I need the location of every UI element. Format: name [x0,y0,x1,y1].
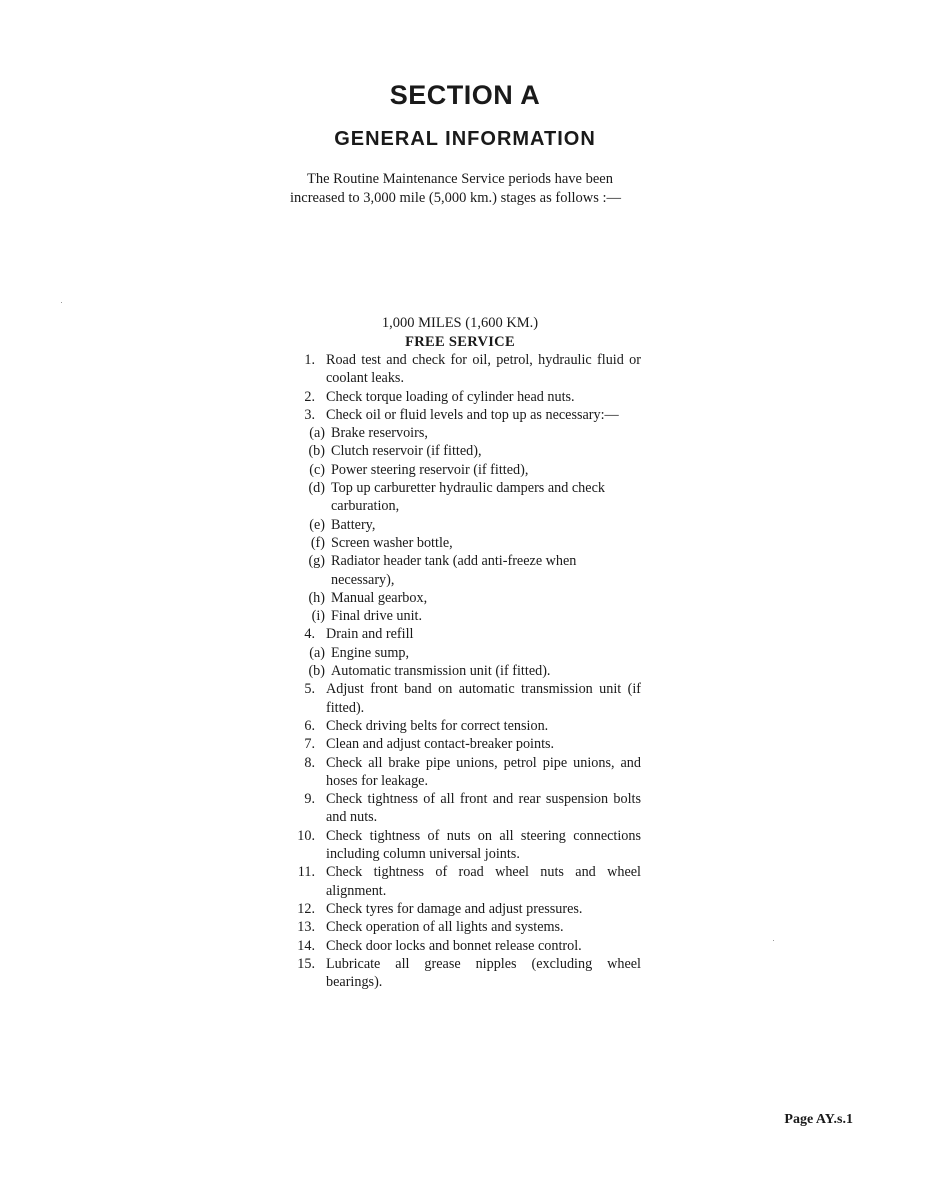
item-number: 2. [304,388,315,405]
item-number: 15. [297,955,315,972]
service-name: FREE SERVICE [405,333,515,350]
item-text: Check tightness of all front and rear suspension bolts and nuts. [326,791,641,826]
checklist-item [285,388,645,406]
checklist-item [285,918,645,936]
sub-item-letter: (f) [310,534,325,551]
sub-item-text: Automatic transmission unit (if fitted). [331,663,551,680]
item-text: Adjust front band on automatic transmission unit (if fitted). [326,681,641,716]
item-number: 11. [297,864,315,881]
item-text: Check tightness of road wheel nuts and wheel alignment. [326,864,641,899]
sub-item-letter: (g) [308,553,325,570]
item-text: Lubricate all grease nipples (excluding wheel bearings). [326,955,641,991]
section-subtitle: GENERAL INFORMATION [334,128,596,150]
section-title: SECTION A [389,80,541,110]
checklist-item [285,937,645,955]
checklist-item [285,827,645,864]
sub-item-text: Clutch reservoir (if fitted), [331,443,482,460]
service-checklist [285,351,645,991]
item-number: 9. [304,791,315,808]
item-number: 5. [304,681,315,698]
sub-item-letter: (c) [309,461,325,478]
checklist-item [285,900,645,918]
sub-item-letter: (e) [309,516,325,533]
item-text: Check driving belts for correct tension. [326,717,549,734]
sub-item-text: Manual gearbox, [331,589,428,606]
checklist-item [285,351,645,388]
checklist-item [285,790,645,827]
intro-paragraph [290,170,650,208]
sub-item [285,424,645,442]
sub-item [285,552,645,589]
sub-item [285,644,645,662]
item-number: 6. [304,717,315,734]
sub-item [285,479,645,516]
checklist-item [285,406,645,424]
intro-line-1: The Routine Maintenance Service periods have been [307,171,613,187]
item-text: Check all brake pipe unions, petrol pipe unions, and hoses for leakage. [326,754,641,789]
item-number: 8. [304,754,315,771]
sub-item-letter: (b) [308,443,325,460]
item-text: Check oil or fluid levels and top up as necessary:— [326,406,619,423]
checklist-item [285,754,645,791]
item-number: 7. [304,736,315,753]
item-text: Check tightness of nuts on all steering connections including column universal joints. [326,827,641,863]
sub-item-letter: (b) [308,663,325,680]
sub-item [285,589,645,607]
item-number: 3. [304,406,315,423]
sub-item-letter: (d) [308,480,325,497]
item-text: Road test and check for oil, petrol, hydraulic fluid or coolant leaks. [326,352,641,387]
sub-item [285,442,645,460]
checklist-item [285,955,645,992]
checklist-item [285,680,645,717]
sub-item [285,607,645,625]
item-number: 13. [297,919,315,936]
checklist-item [285,625,645,643]
item-number: 14. [297,937,315,954]
item-text: Check tyres for damage and adjust pressures. [326,900,583,917]
item-text: Check door locks and bonnet release control. [326,937,582,954]
service-heading [325,314,595,351]
sub-item-text: Engine sump, [331,644,410,661]
scan-speck [773,940,774,941]
item-number: 10. [297,827,315,844]
sub-item [285,534,645,552]
sub-item-letter: (a) [309,644,325,661]
sub-item-text: Screen washer bottle, [331,534,453,551]
sub-item-letter: (i) [311,608,325,625]
sub-item-letter: (h) [308,589,325,606]
sub-item-text: Battery, [331,516,376,533]
item-number: 1. [304,352,315,368]
checklist-item [285,717,645,735]
item-text: Clean and adjust contact-breaker points. [326,736,555,753]
item-number: 12. [297,900,315,917]
sub-item-text: Top up carburetter hydraulic dampers and check carburation, [331,480,605,515]
item-text: Drain and refill [326,626,414,643]
service-interval: 1,000 MILES (1,600 KM.) [381,315,539,331]
sub-item [285,516,645,534]
sub-item-letter: (a) [309,425,325,442]
page-number: Page AY.s.1 [784,1112,853,1127]
sub-item [285,461,645,479]
sub-item-text: Power steering reservoir (if fitted), [331,461,529,478]
intro-line-2: increased to 3,000 mile (5,000 km.) stages as follows :— [290,190,622,206]
checklist-item [285,863,645,900]
sub-item-text: Radiator header tank (add anti-freeze when necessary), [331,553,577,588]
checklist-item [285,735,645,753]
item-number: 4. [304,626,315,643]
sub-item-text: Brake reservoirs, [331,425,428,442]
scan-speck [61,302,62,303]
sub-item-text: Final drive unit. [331,608,423,625]
sub-item [285,662,645,680]
item-text: Check operation of all lights and systems. [326,919,564,936]
item-text: Check torque loading of cylinder head nuts. [326,388,575,405]
